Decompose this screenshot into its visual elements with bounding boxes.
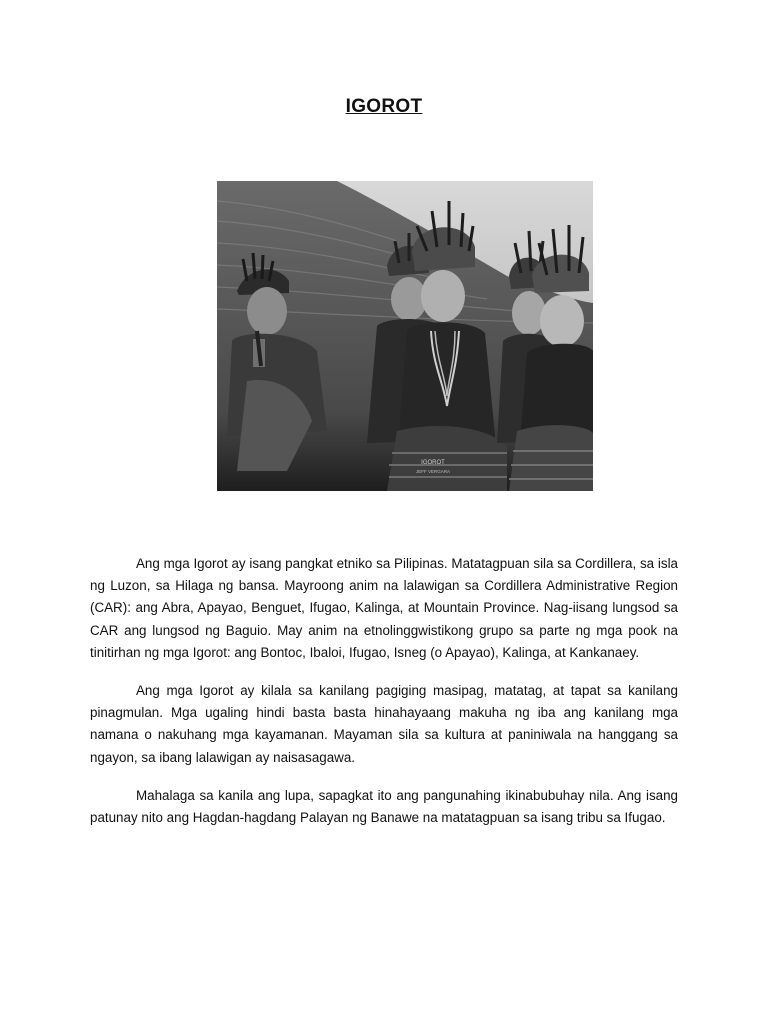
document-title: IGOROT [345, 96, 423, 117]
paragraph-1: Ang mga Igorot ay isang pangkat etniko sa Pilipinas. Matatagpuan sila sa Cordillera, sa isla ng Luzon, sa Hilaga ng bansa. Mayroong anim na lalawigan sa Cordillera Administrative Region (CAR): ang Abra, Apayao, Benguet, Ifugao, Kalinga, at Mountain Province. Nag-iisang lungsod sa CAR ang lungsod ng Baguio. May anim na etnolinggwistikong grupo sa parte ng mga pook na tinitirhan ng mga Igorot: ang Bontoc, Ibaloi, Ifugao, Isneg (o Apayao), Kalinga, at Kankanaey. [90, 556, 678, 660]
paragraph-2: Ang mga Igorot ay kilala sa kanilang pagiging masipag, matatag, at tapat sa kanilang pinagmulan. Mga ugaling hindi basta basta hinahayaang makuha ng iba ang kanilang mga namana o nakuhang mga kayamanan. Mayaman sila sa kultura at paniniwala na hanggang sa ngayon, sa ibang lalawigan ay naisasagawa. [90, 683, 678, 765]
document-body [90, 553, 678, 845]
paragraph-3: Mahalaga sa kanila ang lupa, sapagkat ito ang pangunahing ikinabubuhay nila. Ang isang patunay nito ang Hagdan-hagdang Palayan ng Banawe na matatagpuan sa isang tribu sa Ifugao. [90, 787, 678, 826]
igorot-elders-photo [217, 181, 593, 491]
photo-watermark-title: IGOROT [421, 460, 445, 466]
photo-illustration [217, 181, 593, 491]
photo-watermark-credit: JEFF VERGARA [415, 469, 451, 474]
